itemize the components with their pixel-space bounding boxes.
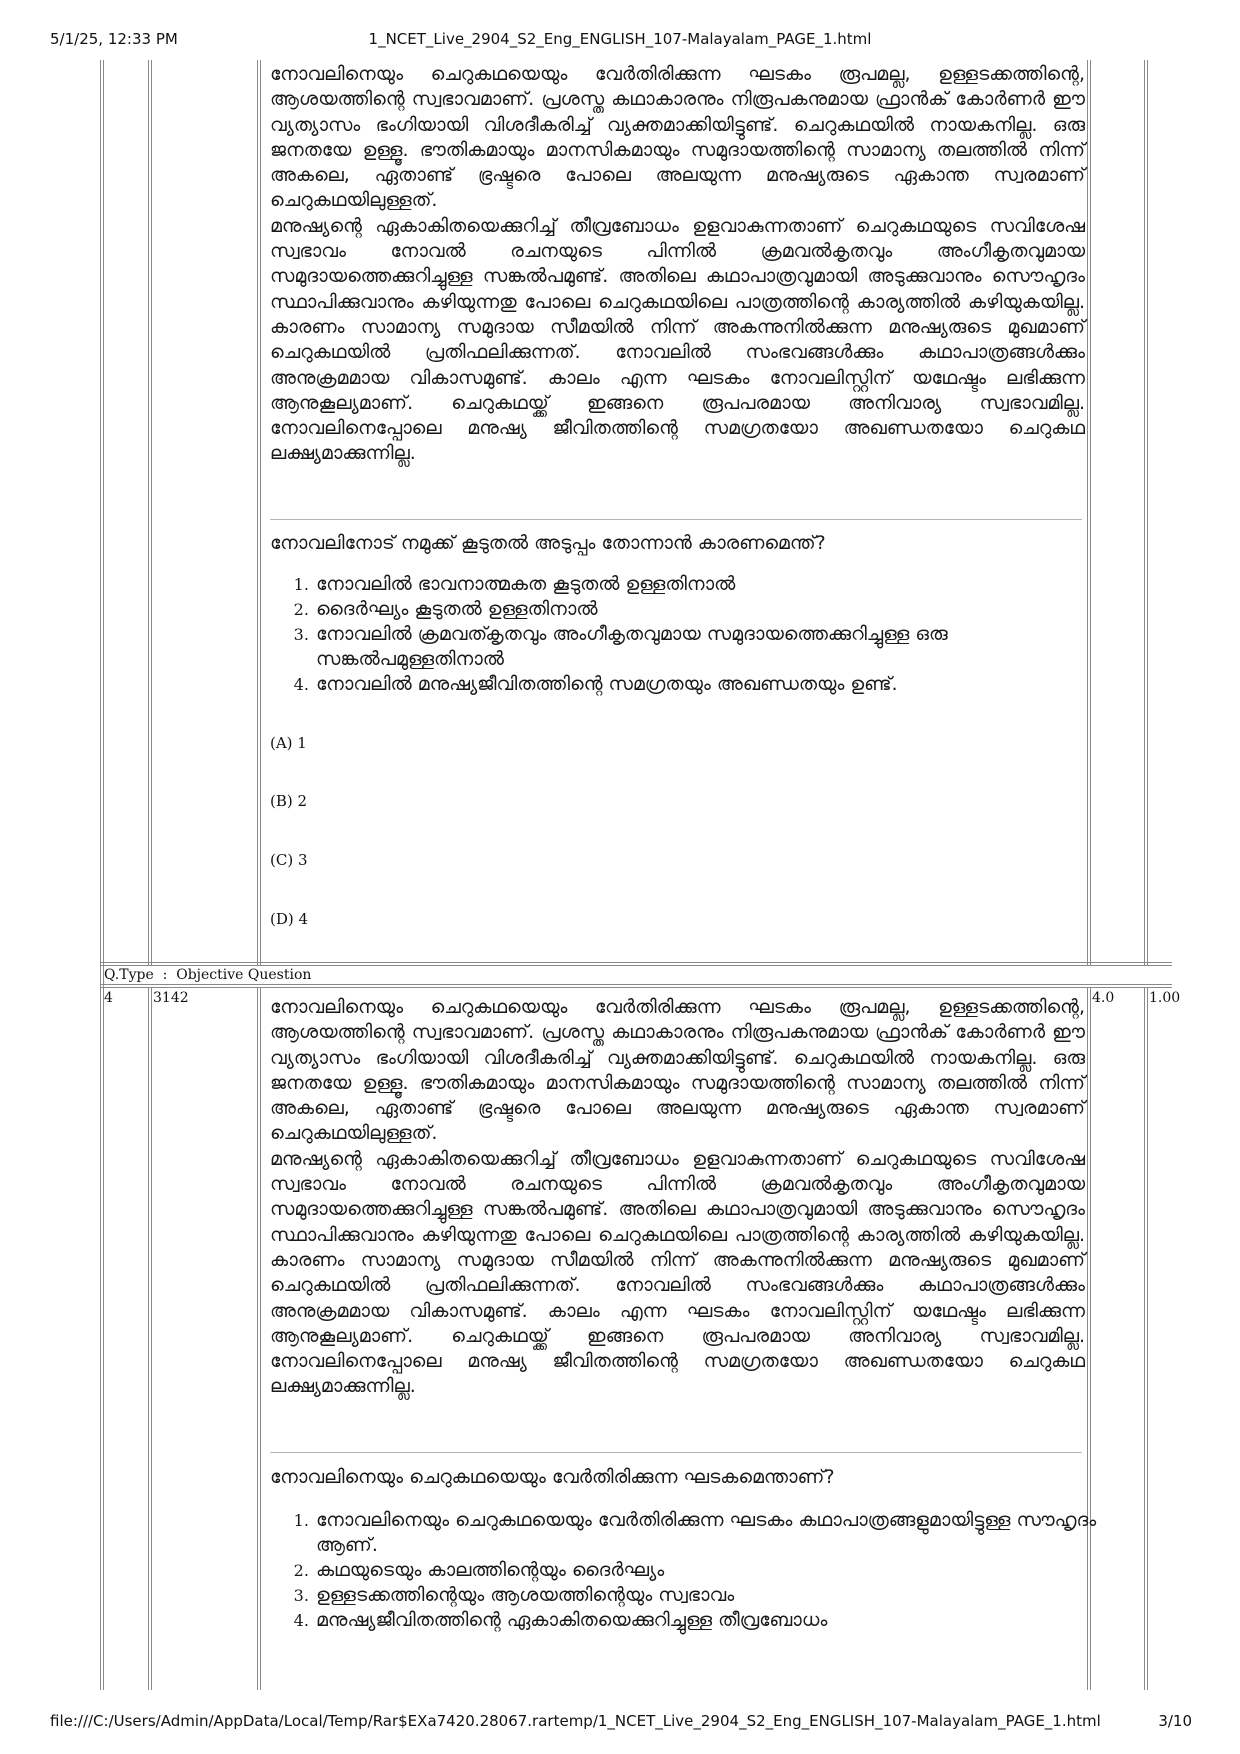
table-col-divider (1090, 60, 1091, 965)
q3-passage-paragraph-1: നോവലിനെയും ചെറുകഥയെയും വേർതിരിക്കുന്ന ഘടകം രൂപമല്ല, ഉള്ളടക്കത്തിന്റെ, ആശയത്തിന്റെ സ്വഭാവമാണ്. പ്രശസ്ത കഥാകാരനും നിരൂപകനുമായ ഫ്രാൻക് കോർണർ ഈ വ്യത്യാസം ഭംഗിയായി വിശദീകരിച്ച് വ്യക്തമാക്കിയിട്ടുണ്ട്. ചെറുകഥയിൽ നായകനില്ല. ഒരു ജനതയേ ഉള്ളൂ. ഭൗതികമായും മാനസികമായും സമുദായത്തിന്റെ സാമാന്യ തലത്തിൽ നിന്ന് അകലെ, ഏതാണ്ട് ഭ്രഷ്ടരെ പോലെ അലയുന്ന മനുഷ്യരുടെ ഏകാന്ത സ്വരമാണ് ചെറുകഥയിലുള്ളത്. (270, 63, 1085, 212)
table-col-divider (148, 60, 149, 965)
print-header (0, 30, 1240, 50)
q4-passage (270, 995, 1085, 1400)
q3-answer-c: (C) 3 (270, 851, 308, 869)
q3-option-4: 4. നോവലിൽ മനുഷ്യജീവിതത്തിന്റെ സമഗ്രതയും അഖണ്ഡതയും ഉണ്ട്. (314, 672, 1129, 697)
q4-option-3: 3. ഉള്ളടക്കത്തിന്റെയും ആശയത്തിന്റെയും സ്വഭാവം (314, 1583, 1129, 1608)
table-col-divider (1144, 60, 1145, 965)
table-col-divider (148, 987, 149, 1690)
question-separator (270, 1452, 1082, 1453)
question-id: 3142 (153, 990, 189, 1006)
q3-answer-d: (D) 4 (270, 910, 309, 928)
table-row-divider (100, 962, 1172, 963)
print-page-number: 3/10 (1158, 1712, 1192, 1730)
q4-passage-paragraph-2: മനുഷ്യന്റെ ഏകാകിതയെക്കുറിച്ച് തീവ്രബോധം ഉളവാകുന്നതാണ് ചെറുകഥയുടെ സവിശേഷ സ്വഭാവം നോവൽ രചനയുടെ പിന്നിൽ ക്രമവൽകൃതവും അംഗീകൃതവുമായ സമുദായത്തെക്കുറിച്ചുള്ള സങ്കൽപമുണ്ട്. അതിലെ കഥാപാത്രവുമായി അടുക്കുവാനും സൌഹൃദം സ്ഥാപിക്കുവാനും കഴിയുന്നതു പോലെ ചെറുകഥയിലെ പാത്രത്തിന്റെ കാര്യത്തിൽ കഴിയുകയില്ല. കാരണം സാമാന്യ സമുദായ സീമയിൽ നിന്ന് അകന്നുനിൽക്കുന്ന മനുഷ്യരുടെ മുഖമാണ് ചെറുകഥയിൽ പ്രതിഫലിക്കുന്നത്. നോവലിൽ സംഭവങ്ങൾക്കും കഥാപാത്രങ്ങൾക്കും അനുക്രമമായ വികാസമുണ്ട്. കാലം എന്ന ഘടകം നോവലിസ്റ്റിന് യഥേഷ്ടം ലഭിക്കുന്ന ആനുകൂല്യമാണ്. ചെറുകഥയ്ക്ക് ഇങ്ങനെ രൂപപരമായ അനിവാര്യ സ്വഭാവമില്ല. നോവലിനെപ്പോലെ മനുഷ്യ ജീവിതത്തിന്റെ സമഗ്രതയോ അഖണ്ഡതയോ ചെറുകഥ ലക്ഷ്യമാക്കുന്നില്ല. (270, 1147, 1085, 1398)
q3-question-text: നോവലിനോട് നമുക്ക് കൂടുതൽ അടുപ്പം തോന്നാൻ കാരണമെന്ത്? (270, 532, 826, 554)
table-col-divider (260, 60, 261, 965)
q4-question-text: നോവലിനെയും ചെറുകഥയെയും വേർതിരിക്കുന്ന ഘടകമെന്താണ്? (270, 1466, 835, 1488)
table-col-divider (1087, 60, 1088, 965)
table-col-divider (151, 987, 152, 1690)
table-col-divider (260, 987, 261, 1690)
table-col-divider (151, 60, 152, 965)
table-row-divider (100, 987, 1172, 988)
table-row-divider (100, 965, 1172, 966)
q3-options-list (270, 572, 1129, 697)
question-number: 4 (104, 990, 113, 1006)
q3-passage-paragraph-2: മനുഷ്യന്റെ ഏകാകിതയെക്കുറിച്ച് തീവ്രബോധം ഉളവാകുന്നതാണ് ചെറുകഥയുടെ സവിശേഷ സ്വഭാവം നോവൽ രചനയുടെ പിന്നിൽ ക്രമവൽകൃതവും അംഗീകൃതവുമായ സമുദായത്തെക്കുറിച്ചുള്ള സങ്കൽപമുണ്ട്. അതിലെ കഥാപാത്രവുമായി അടുക്കുവാനും സൌഹൃദം സ്ഥാപിക്കുവാനും കഴിയുന്നതു പോലെ ചെറുകഥയിലെ പാത്രത്തിന്റെ കാര്യത്തിൽ കഴിയുകയില്ല. കാരണം സാമാന്യ സമുദായ സീമയിൽ നിന്ന് അകന്നുനിൽക്കുന്ന മനുഷ്യരുടെ മുഖമാണ് ചെറുകഥയിൽ പ്രതിഫലിക്കുന്നത്. നോവലിൽ സംഭവങ്ങൾക്കും കഥാപാത്രങ്ങൾക്കും അനുക്രമമായ വികാസമുണ്ട്. കാലം എന്ന ഘടകം നോവലിസ്റ്റിന് യഥേഷ്ടം ലഭിക്കുന്ന ആനുകൂല്യമാണ്. ചെറുകഥയ്ക്ക് ഇങ്ങനെ രൂപപരമായ അനിവാര്യ സ്വഭാവമില്ല. നോവലിനെപ്പോലെ മനുഷ്യ ജീവിതത്തിന്റെ സമഗ്രതയോ അഖണ്ഡതയോ ചെറുകഥ ലക്ഷ്യമാക്കുന്നില്ല. (270, 214, 1085, 465)
q3-option-3: 3. നോവലിൽ ക്രമവത്കൃതവും അംഗീകൃതവുമായ സമുദായത്തെക്കുറിച്ചുള്ള ഒരു സങ്കൽപമുള്ളതിനാൽ (314, 622, 1129, 672)
print-footer (0, 1712, 1240, 1732)
q3-answer-b: (B) 2 (270, 792, 308, 810)
table-border-left (100, 60, 101, 1690)
table-row-divider (100, 984, 1172, 985)
q3-passage (270, 62, 1085, 467)
question-marks: 4.0 (1092, 990, 1115, 1006)
q3-option-2: 2. ദൈർഘ്യം കൂടുതൽ ഉള്ളതിനാൽ (314, 597, 1129, 622)
q4-options-list (270, 1508, 1129, 1633)
print-file-path: file:///C:/Users/Admin/AppData/Local/Temp/Rar$EXa7420.28067.rartemp/1_NCET_Live_2904_S2_Eng_ENGLISH_107-Malayalam_PAGE_1.html (50, 1712, 1101, 1730)
table-col-divider (1147, 60, 1148, 965)
table-border-left-inner (103, 60, 104, 1690)
q3-answer-a: (A) 1 (270, 734, 307, 752)
question-separator (270, 519, 1082, 520)
table-col-divider (1147, 987, 1148, 1690)
q3-option-1: 1. നോവലിൽ ഭാവനാത്മകത കൂടുതൽ ഉള്ളതിനാൽ (314, 572, 1129, 597)
print-datetime: 5/1/25, 12:33 PM (50, 30, 178, 48)
question-type-label: Q.Type : Objective Question (104, 967, 312, 983)
table-col-divider (257, 60, 258, 965)
question-negative-marks: 1.00 (1149, 990, 1181, 1006)
q4-option-2: 2. കഥയുടെയും കാലത്തിന്റെയും ദൈർഘ്യം (314, 1558, 1129, 1583)
q4-passage-paragraph-1: നോവലിനെയും ചെറുകഥയെയും വേർതിരിക്കുന്ന ഘടകം രൂപമല്ല, ഉള്ളടക്കത്തിന്റെ, ആശയത്തിന്റെ സ്വഭാവമാണ്. പ്രശസ്ത കഥാകാരനും നിരൂപകനുമായ ഫ്രാൻക് കോർണർ ഈ വ്യത്യാസം ഭംഗിയായി വിശദീകരിച്ച് വ്യക്തമാക്കിയിട്ടുണ്ട്. ചെറുകഥയിൽ നായകനില്ല. ഒരു ജനതയേ ഉള്ളൂ. ഭൗതികമായും മാനസികമായും സമുദായത്തിന്റെ സാമാന്യ തലത്തിൽ നിന്ന് അകലെ, ഏതാണ്ട് ഭ്രഷ്ടരെ പോലെ അലയുന്ന മനുഷ്യരുടെ ഏകാന്ത സ്വരമാണ് ചെറുകഥയിലുള്ളത്. (270, 996, 1085, 1145)
table-col-divider (1144, 987, 1145, 1690)
table-col-divider (257, 987, 258, 1690)
q4-option-4: 4. മനുഷ്യജീവിതത്തിന്റെ ഏകാകിതയെക്കുറിച്ചുള്ള തീവ്രബോധം (314, 1608, 1129, 1633)
q4-option-1: 1. നോവലിനെയും ചെറുകഥയെയും വേർതിരിക്കുന്ന ഘടകം കഥാപാത്രങ്ങളുമായിട്ടുള്ള സൗഹൃദം ആണ്. (314, 1508, 1129, 1558)
print-title: 1_NCET_Live_2904_S2_Eng_ENGLISH_107-Malayalam_PAGE_1.html (368, 30, 872, 48)
